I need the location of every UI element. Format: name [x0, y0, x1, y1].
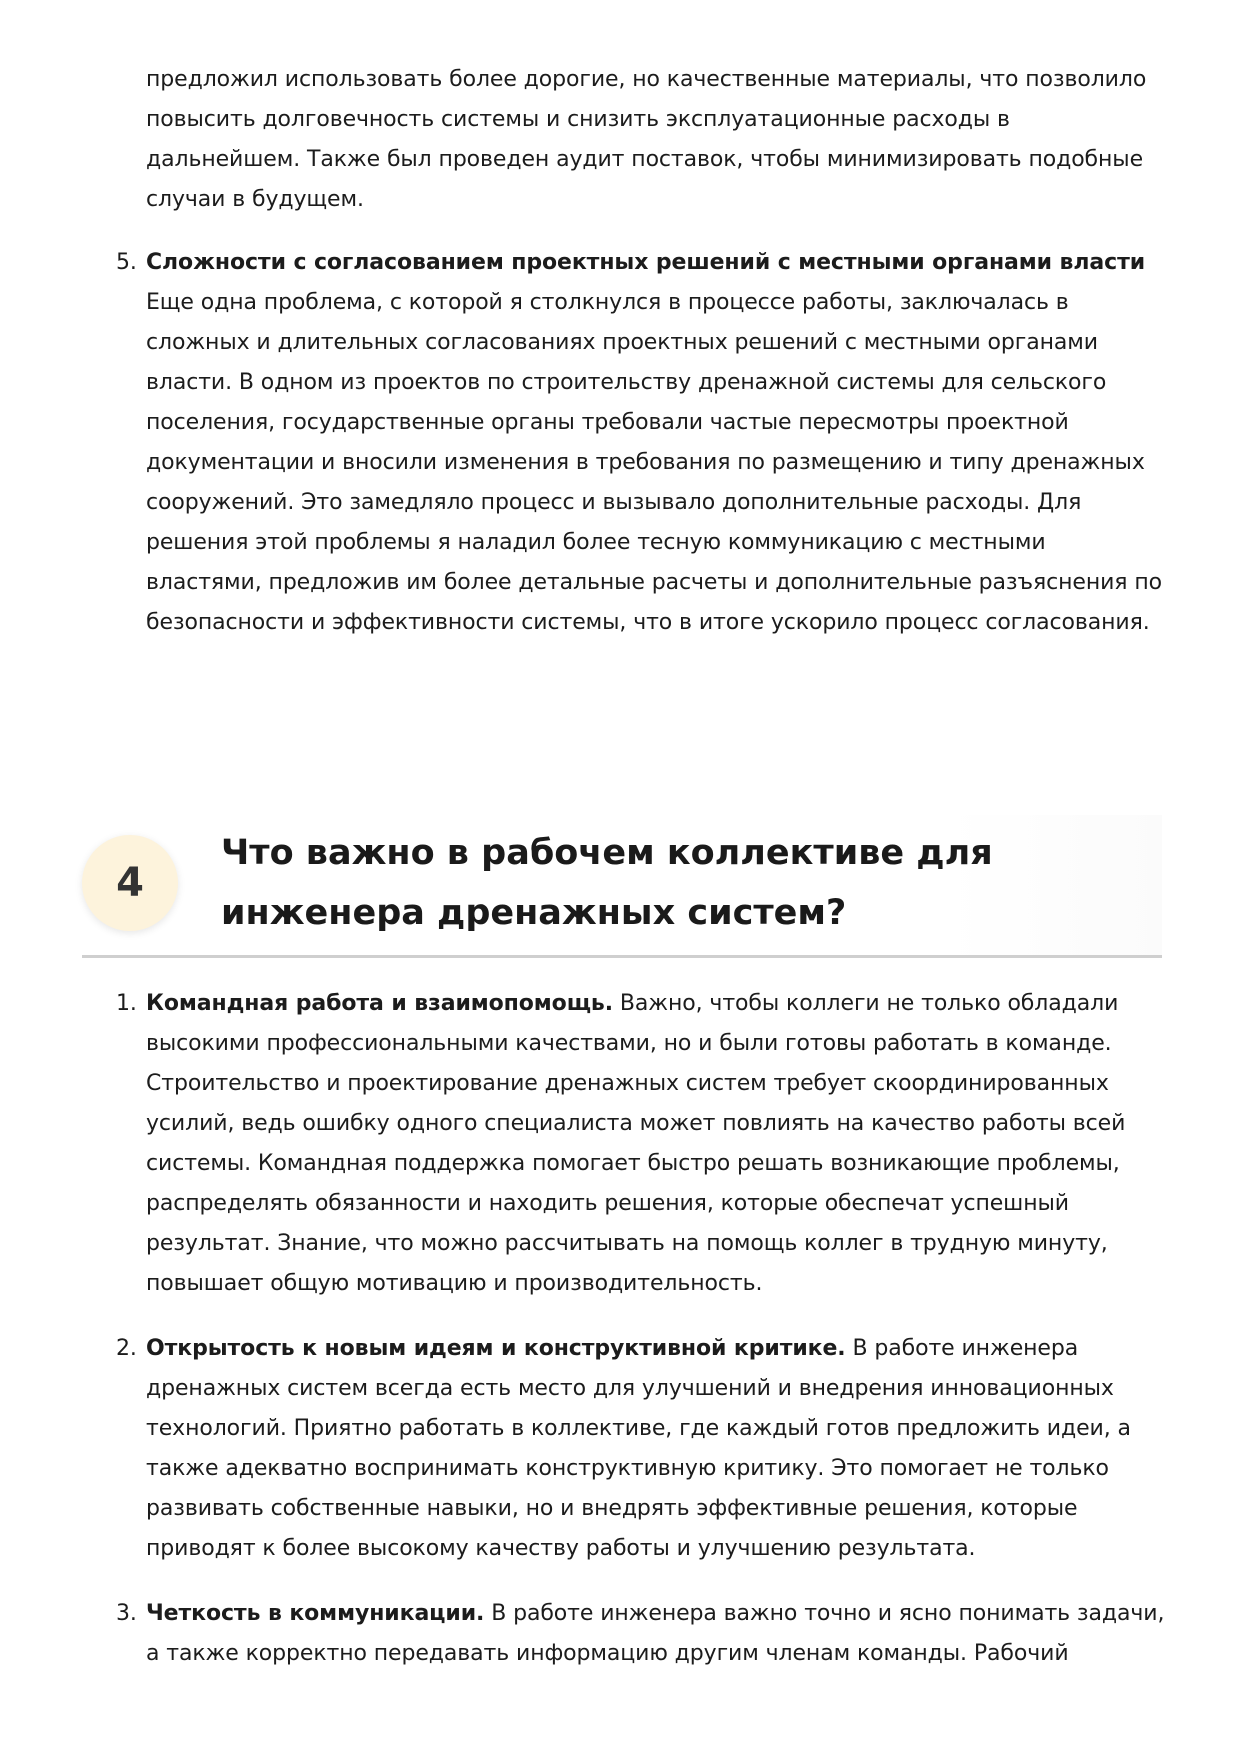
- list-item-number: 3.: [116, 1601, 137, 1626]
- list-item-number: 5.: [116, 250, 137, 275]
- intro-paragraph: [146, 60, 1166, 220]
- intro-paragraph-text: предложил использовать более дорогие, но качественные материалы, что позволило повысить долговечность системы и снизить эксплуатационные расходы в дальнейшем. Также был проведен аудит поставок, чтобы минимизировать подобные случаи в будущем.: [146, 67, 1147, 212]
- section-header: [82, 815, 1162, 958]
- list-item-title: Командная работа и взаимопомощь.: [146, 991, 613, 1016]
- list-item-number: 1.: [116, 991, 137, 1016]
- list-item-number: 2.: [116, 1336, 137, 1361]
- list-item-text: Еще одна проблема, с которой я столкнулся в процессе работы, заключалась в сложных и длительных согласованиях проектных решений с местными органами власти. В одном из проектов по строительству дренажной системы для сельского поселения, государственные органы требовали частые пересмотры проектной документации и вносили изменения в требования по размещению и типу дренажных сооружений. Это замедляло процесс и вызывало дополнительные расходы. Для решения этой проблемы я наладил более тесную коммуникацию с местными властями, предложив им более детальные расчеты и дополнительные разъяснения по безопасности и эффективности системы, что в итоге ускорило процесс согласования.: [146, 290, 1162, 635]
- list-item-5: [116, 243, 1166, 643]
- list-item-title: Открытость к новым идеям и конструктивной критике.: [146, 1336, 846, 1361]
- list-item-title: Сложности с согласованием проектных решений с местными органами власти: [146, 250, 1146, 275]
- section-title: Что важно в рабочем коллективе для инженера дренажных систем?: [221, 833, 993, 933]
- list-item-text: Важно, чтобы коллеги не только обладали высокими профессиональными качествами, но и были готовы работать в команде. Строительство и проектирование дренажных систем требует скоординированных усилий, ведь ошибку одного специалиста может повлиять на качество работы всей системы. Командная поддержка помогает быстро решать возникающие проблемы, распределять обязанности и находить решения, которые обеспечат успешный результат. Знание, что можно рассчитывать на помощь коллег в трудную минуту, повышает общую мотивацию и производительность.: [146, 991, 1126, 1296]
- list-item-text: В работе инженера дренажных систем всегда есть место для улучшений и внедрения инновационных технологий. Приятно работать в коллективе, где каждый готов предложить идеи, а также адекватно воспринимать конструктивную критику. Это помогает не только развивать собственные навыки, но и внедрять эффективные решения, которые приводят к более высокому качеству работы и улучшению результата.: [146, 1336, 1131, 1561]
- list-item-2: [116, 1329, 1166, 1569]
- list-item-text: В работе инженера важно точно и ясно понимать задачи, а также корректно передавать информацию другим членам команды. Рабочий: [146, 1601, 1165, 1666]
- list-item-1: [116, 984, 1166, 1304]
- section-number-badge: 4: [82, 835, 178, 931]
- list-item-3: [116, 1594, 1166, 1674]
- list-item-title: Четкость в коммуникации.: [146, 1601, 485, 1626]
